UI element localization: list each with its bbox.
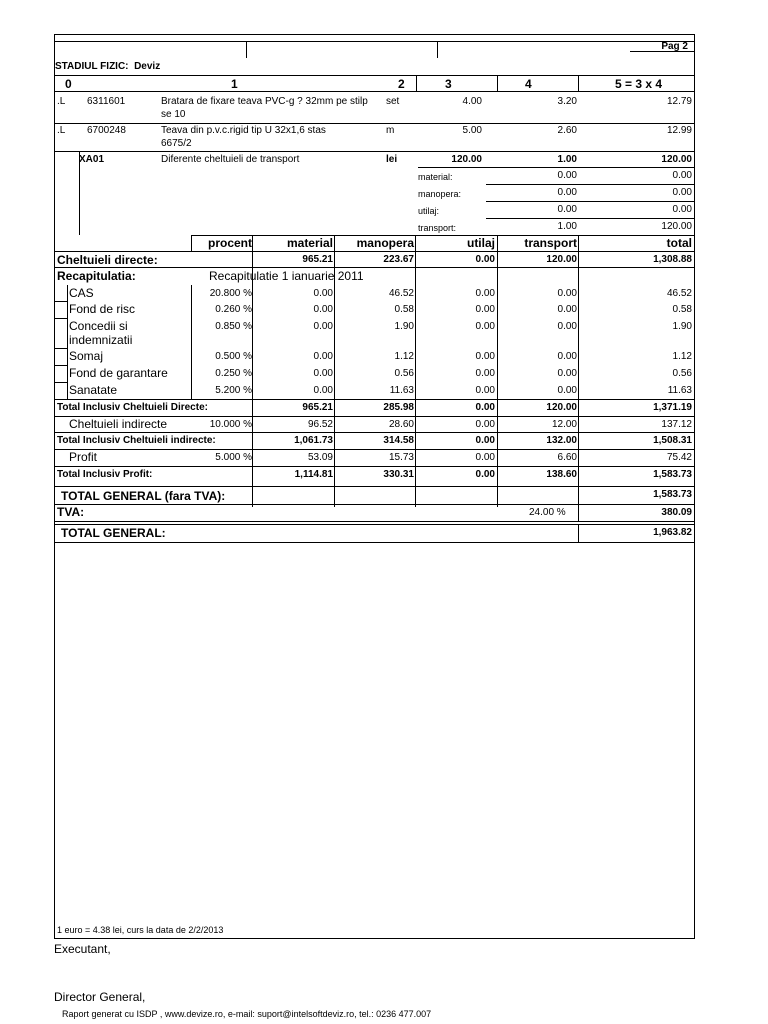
col-2: 2 xyxy=(398,77,405,91)
page-number: Pag 2 xyxy=(661,41,688,52)
exchange-rate-note: 1 euro = 4.38 lei, curs la data de 2/2/2013 xyxy=(57,925,224,935)
col-5: 5 = 3 x 4 xyxy=(615,77,663,91)
col-3: 3 xyxy=(445,77,452,91)
header-top-line xyxy=(55,41,694,42)
report-footer: Raport generat cu ISDP , www.devize.ro, e-mail: suport@intelsoftdeviz.ro, tel.: 0236 477.007 xyxy=(62,1009,432,1019)
recap-label: Recapitulatia: xyxy=(57,269,136,283)
recap-title: Recapitulatie 1 ianuarie 2011 xyxy=(209,269,364,283)
col-4: 4 xyxy=(525,77,532,91)
director-label: Director General, xyxy=(54,990,146,1004)
col-0: 0 xyxy=(65,77,72,91)
stadiul-label: STADIUL FIZIC: Deviz xyxy=(55,61,161,72)
col-1: 1 xyxy=(231,77,238,91)
estimate-sheet: Pag 2 STADIUL FIZIC: Deviz 0 1 2 3 4 5 = 3 x 4 .L 6311601 Bratara de fixare teava PVC-g ? 32mm pe stilp se 10 set 4.00 3.20 12.79 .L 6700248 Teava din p.v.c.rigid tip U 32x1,6 stas 6675/2 m 5.00 2.60 12.99 XA01 Diferente cheltuieli de transport lei 120.00 1.00 120.00 material: 0.00 0.00 manopera: 0.00 0.00 utilaj: 0.00 0.00 transport: 1.00 120.00 procent material manopera utilaj transport total Cheltuieli directe: 965.21 223.67 0.00 120.00 1,308.88 Recapitulatia: Recapitulatie 1 ianuarie 2011 CAS 20.800 % 0.00 46.52 0.00 0.00 46.52 Fond de risc 0.260 % 0.00 0.58 0.00 0.00 0.58 Concedii si indemnizatii 0.850 % 0.00 1.90 0.00 0.00 1.90 Somaj 0.500 % 0.00 1.12 0.00 0.00 1.12 Fond de garantare 0.250 % 0.00 0.56 0.00 0.00 0.56 Sanatate 5.200 % 0.00 11.63 0.00 0.00 11.63 Total Inclusiv Cheltuieli Directe: 965.21 285.98 0.00 120.00 1,371.19 Cheltuieli indirecte 10.000 % 96.52 28.60 0.00 12.00 137.12 Total Inclusiv Cheltuieli indirecte: 1,061.73 314.58 0.00 132.00 1,508.31 Profit 5.000 % 53.09 15.73 0.00 6.60 75.42 Total Inclusiv Profit: 1,114.81 330.31 0.00 138.60 1,583.73 TOTAL GENERAL (fara TVA): 1,583.73 TVA: 24.00 % 380.09 TOTAL GENERAL: 1,963.82 1 euro = 4.38 lei, curs la data de 2/2/2013 xyxy=(54,34,695,939)
executant-label: Executant, xyxy=(54,942,111,956)
